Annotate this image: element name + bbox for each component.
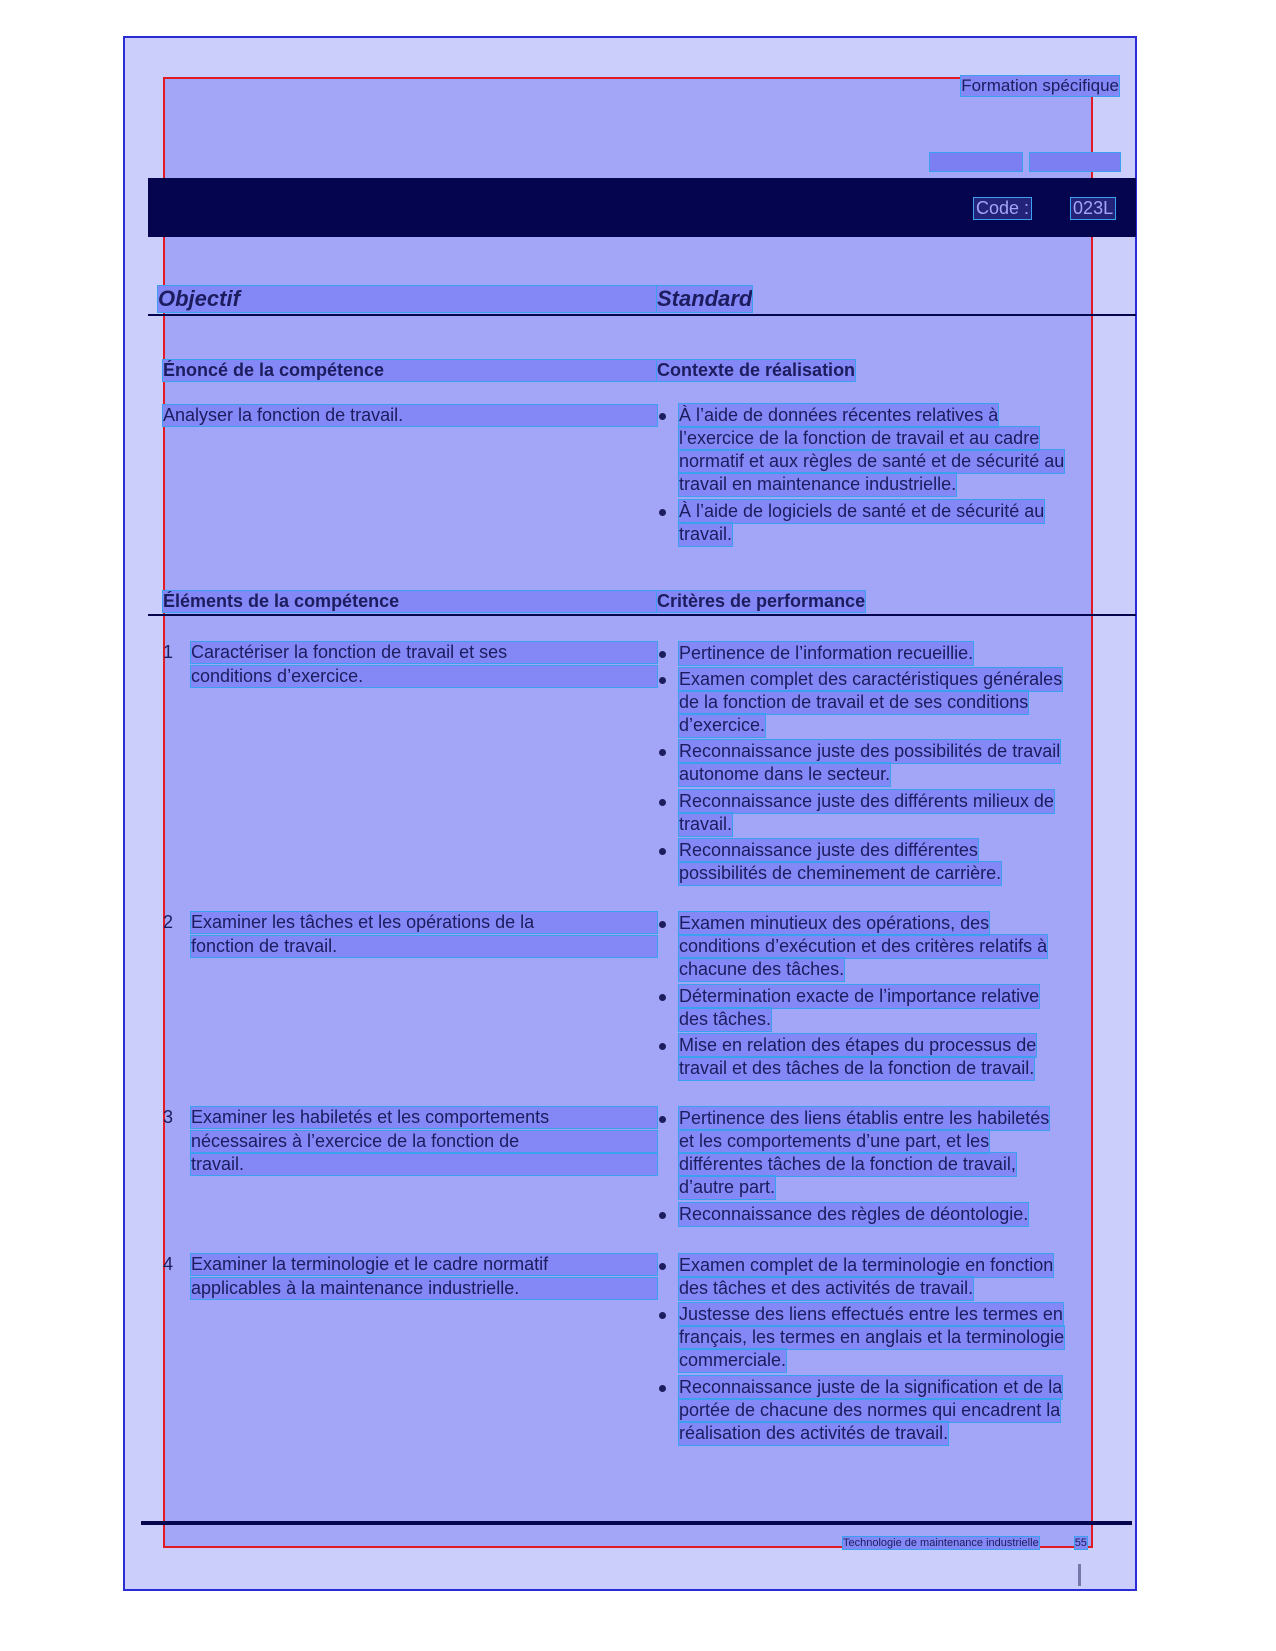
criterion-item [679, 1203, 1123, 1226]
criterion-line: Reconnaissance des règles de déontologie. [679, 1204, 1029, 1225]
title-rule [148, 314, 1136, 316]
element-text-line: Examiner les habiletés et les comportements [191, 1107, 657, 1128]
criterion-item [679, 740, 1123, 786]
criterion-line: Pertinence de l’information recueillie. [679, 643, 974, 663]
criterion-line: travail. [679, 524, 733, 545]
criteria-heading: Critères de performance [657, 591, 866, 611]
criterion-line: Reconnaissance juste de la signification et de la [679, 1377, 1063, 1397]
criterion-line: Reconnaissance juste des différentes [679, 839, 978, 860]
criterion-line: travail en maintenance industrielle. [679, 474, 957, 494]
code-value: 023L [1073, 198, 1114, 218]
criterion-line: À l’aide de données récentes relatives à [679, 405, 999, 425]
footer-page-number: 55 [1074, 1537, 1087, 1549]
criterion-item [679, 1107, 1123, 1199]
criterion-line: différentes tâches de la fonction de travail, [679, 1154, 1016, 1174]
criterion-line: conditions d’exécution et des critères relatifs à [679, 936, 1048, 956]
criterion-line: possibilités de cheminement de carrière. [679, 862, 1002, 883]
criterion-line: autonome dans le secteur. [679, 764, 891, 785]
footer-rule [141, 1521, 1132, 1525]
criterion-line: À l’aide de logiciels de santé et de sécurité au [679, 501, 1045, 522]
standard-title: Standard [657, 286, 753, 311]
context-heading: Contexte de réalisation [657, 360, 856, 380]
criterion-line: Mise en relation des étapes du processus de [679, 1035, 1037, 1055]
criterion-line: Pertinence des liens établis entre les habiletés [679, 1108, 1050, 1128]
criterion-item [679, 912, 1123, 981]
footer-text [843, 1537, 1087, 1549]
element-text-line: Caractériser la fonction de travail et ses [191, 642, 657, 663]
bullet-icon [659, 651, 666, 658]
objective-title: Objectif [158, 286, 658, 312]
criterion-line: de la fonction de travail et de ses conditions [679, 691, 1029, 712]
code-label: Code : [976, 198, 1030, 218]
element-text-line: fonction de travail. [191, 936, 657, 957]
statement-heading: Énoncé de la compétence [163, 360, 657, 381]
criterion-line: chacune des tâches. [679, 959, 845, 979]
criterion-line: travail et des tâches de la fonction de travail. [679, 1058, 1035, 1078]
criterion-line: Examen complet des caractéristiques générales [679, 668, 1063, 689]
context-item [679, 500, 1123, 546]
bullet-icon [659, 848, 666, 855]
element-text-line: Examiner les tâches et les opérations de la [191, 912, 657, 933]
criterion-item [679, 790, 1123, 836]
criterion-line: des tâches et des activités de travail. [679, 1278, 974, 1298]
criterion-line: d’autre part. [679, 1177, 776, 1197]
element-text-line: conditions d’exercice. [191, 666, 657, 687]
criterion-item [679, 1303, 1123, 1372]
criterion-item [679, 839, 1123, 885]
criterion-item [679, 1034, 1123, 1080]
bullet-icon [659, 1043, 666, 1050]
header-placeholder-boxes [930, 153, 1120, 171]
criterion-line: travail. [679, 813, 733, 834]
criterion-line: Justesse des liens effectués entre les termes en [679, 1304, 1063, 1325]
criterion-line: normatif et aux règles de santé et de sécurité au [679, 451, 1065, 471]
competence-statement: Analyser la fonction de travail. [163, 405, 657, 426]
bullet-icon [659, 799, 666, 806]
bullet-icon [659, 921, 666, 928]
page-marker [1078, 1564, 1081, 1586]
criterion-line: Examen minutieux des opérations, des [679, 913, 990, 933]
element-text-line: travail. [191, 1154, 657, 1175]
element-text-line: applicables à la maintenance industrielle. [191, 1278, 657, 1299]
criterion-item [679, 1254, 1123, 1300]
element-text-line: Examiner la terminologie et le cadre normatif [191, 1254, 657, 1275]
program-label: Formation spécifique [961, 76, 1119, 95]
criterion-line: l’exercice de la fonction de travail et au cadre [679, 428, 1040, 448]
criterion-item [679, 642, 1123, 665]
footer-program: Technologie de maintenance industrielle [843, 1537, 1039, 1549]
element-text-line: nécessaires à l’exercice de la fonction de [191, 1131, 657, 1152]
element-number: 3 [163, 1107, 174, 1127]
criterion-line: Reconnaissance juste des possibilités de travail [679, 741, 1061, 762]
competency-code [974, 198, 1115, 219]
criterion-item [679, 668, 1123, 737]
criterion-line: portée de chacune des normes qui encadrent la [679, 1400, 1061, 1420]
element-number: 2 [163, 912, 174, 932]
bullet-icon [659, 994, 666, 1001]
criterion-line: commerciale. [679, 1350, 787, 1371]
criterion-item [679, 985, 1123, 1031]
bullet-icon [659, 1263, 666, 1270]
criterion-line: Reconnaissance juste des différents milieux de [679, 790, 1054, 811]
element-number: 1 [163, 642, 174, 662]
criterion-item [679, 1376, 1123, 1445]
criterion-line: et les comportements d’une part, et les [679, 1131, 990, 1151]
bullet-icon [659, 677, 666, 684]
context-item [679, 404, 1123, 496]
criterion-line: réalisation des activités de travail. [679, 1423, 949, 1443]
criterion-line: d’exercice. [679, 714, 766, 735]
element-number: 4 [163, 1254, 174, 1274]
criterion-line: des tâches. [679, 1008, 772, 1029]
criterion-line: français, les termes en anglais et la terminologie [679, 1327, 1065, 1348]
bullet-icon [659, 413, 666, 420]
elements-heading: Éléments de la compétence [163, 591, 657, 612]
bullet-icon [659, 1385, 666, 1392]
bullet-icon [659, 1116, 666, 1123]
criterion-line: Détermination exacte de l’importance relative [679, 985, 1040, 1006]
criterion-line: Examen complet de la terminologie en fonction [679, 1255, 1054, 1275]
elements-rule [148, 614, 1136, 616]
